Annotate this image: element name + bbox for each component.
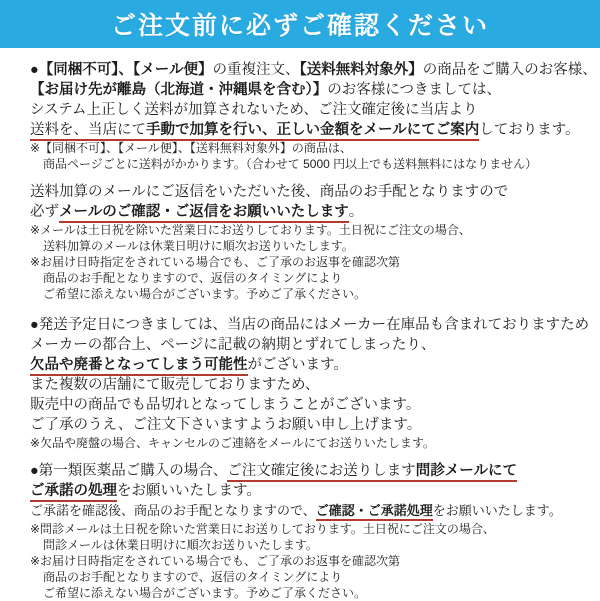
text-segment: のお客様につきましては、 [327, 82, 501, 98]
text-line [30, 481, 580, 501]
text-line [30, 80, 580, 100]
text-segment: ご了承のうえ、ご注文下さいますようお願い申し上げます。 [30, 417, 422, 433]
text-segment: がございます。 [247, 357, 348, 373]
text-segment: をお願いいたします。 [117, 483, 261, 499]
text-segment: 商品ページごとに送料がかかります。（合わせて 5000 円以上でも送料無料にはなりません） [43, 157, 538, 171]
emphasized-text: ご承諾の処理 [30, 483, 117, 502]
text-segment: 送料加算のメールにご返信をいただいた後、商品のお手配となりますので [30, 184, 509, 200]
note-line [30, 254, 580, 270]
text-segment: 【同梱不可】、【メール便】 [38, 62, 213, 78]
note-line [30, 537, 580, 553]
text-line [30, 202, 580, 222]
text-line [30, 182, 580, 202]
mail-confirmation-reply-notice [30, 182, 580, 302]
emphasized-text: 送料を、当店にて [30, 122, 146, 141]
text-segment: メーカーの都合上、ページに記載の納期とずれてしまったり、 [30, 337, 436, 353]
note-line [30, 553, 580, 569]
text-line [30, 100, 580, 120]
text-segment: ※【同梱不可】、【メール便】、【送料無料対象外】の商品は、 [30, 141, 352, 155]
text-segment: ※欠品や廃盤の場合、キャンセルのご連絡をメールにてお送りいたします。 [30, 436, 435, 450]
notice-body [0, 48, 600, 601]
text-segment: 商品のお手配となりますので、返信のタイミングにより [43, 271, 343, 285]
text-segment: ● [30, 62, 39, 78]
shipping-date-stock-notice [30, 315, 590, 451]
text-line [30, 315, 590, 335]
note-line [30, 569, 580, 585]
note-line [30, 140, 580, 156]
emphasized-text: 手動で加算を行い、正しい金額をメールにてご案内 [146, 122, 479, 141]
note-line [30, 585, 580, 601]
text-segment: の重複注文、 [212, 62, 300, 78]
text-segment: ●発送予定日につきましては、当店の商品にはメーカー在庫品も含まれておりますため [30, 317, 590, 333]
text-line [30, 120, 580, 140]
emphasized-text: メールのご確認・ご返信をお願いいたします [59, 204, 349, 223]
text-segment: システム上正しく送料が加算されないため、ご注文確定後に当店より [30, 102, 478, 118]
text-line [30, 395, 580, 415]
page-header [0, 0, 600, 48]
emphasized-text: ご注文確定後にお送りします [227, 463, 416, 482]
note-line [30, 521, 580, 537]
note-line [30, 156, 580, 172]
text-segment: 必ず [30, 204, 59, 220]
text-line [30, 355, 580, 375]
text-segment: しております。 [479, 122, 580, 138]
text-segment: の商品をご購入のお客様、 [422, 62, 597, 78]
note-line [30, 222, 580, 238]
class1-pharmaceutical-notice [30, 461, 580, 601]
text-segment: 販売中の商品でも品切れとなってしまうことがございます。 [30, 397, 421, 413]
text-line [30, 60, 597, 80]
note-line [30, 270, 580, 286]
emphasized-text: 欠品や廃番となってしまう可能性 [30, 357, 248, 376]
text-segment: ※問診メールは土日祝を除いた営業日にお送りしております。土日祝にご注文の場合、 [30, 522, 495, 536]
emphasized-text: 問診メールにて [416, 463, 517, 482]
text-line [30, 335, 580, 355]
text-line [30, 461, 580, 481]
text-segment: をお願いいたします。 [432, 503, 562, 518]
emphasized-text: ご確認・ご承諾処理 [316, 503, 433, 521]
text-segment: ※お届け日時指定をされている場合でも、ご了承のお返事を確認次第 [30, 255, 401, 269]
text-segment: ご希望に添えない場合がございます。予めご了承ください。 [43, 287, 367, 301]
text-segment: ご希望に添えない場合がございます。予めご了承ください。 [43, 586, 367, 600]
text-segment: ※お届け日時指定をされている場合でも、ご了承のお返事を確認次第 [30, 554, 401, 568]
page-title: ご注文前に必ずご確認ください [110, 12, 489, 40]
note-line [30, 286, 580, 302]
text-line [30, 375, 580, 395]
text-segment: ※メールは土日祝を除いた営業日にお送りしております。土日祝にご注文の場合、 [30, 223, 471, 237]
text-segment: また複数の店舗にて販売しておりますため、 [30, 377, 320, 393]
text-segment: 送料加算のメールは休業日明けに順次お送りいたします。 [43, 239, 354, 253]
text-segment: ●第一類医薬品ご購入の場合、 [30, 463, 228, 479]
text-line [30, 415, 580, 435]
text-segment: 【お届け先が離島（北海道・沖縄県を含む）】 [30, 82, 328, 98]
text-segment: 問診メールは休業日明けに順次お送りいたします。 [43, 538, 318, 552]
note-line [30, 435, 580, 451]
text-segment: 。 [348, 204, 364, 220]
text-segment: 【送料無料対象外】 [299, 62, 423, 78]
text-segment: ご承諾を確認後、商品のお手配となりますので、 [30, 503, 316, 518]
note-line [30, 238, 580, 254]
text-segment: 商品のお手配となりますので、返信のタイミングにより [43, 570, 343, 584]
text-line [30, 501, 580, 521]
shipping-fee-manual-add-notice [30, 60, 597, 172]
